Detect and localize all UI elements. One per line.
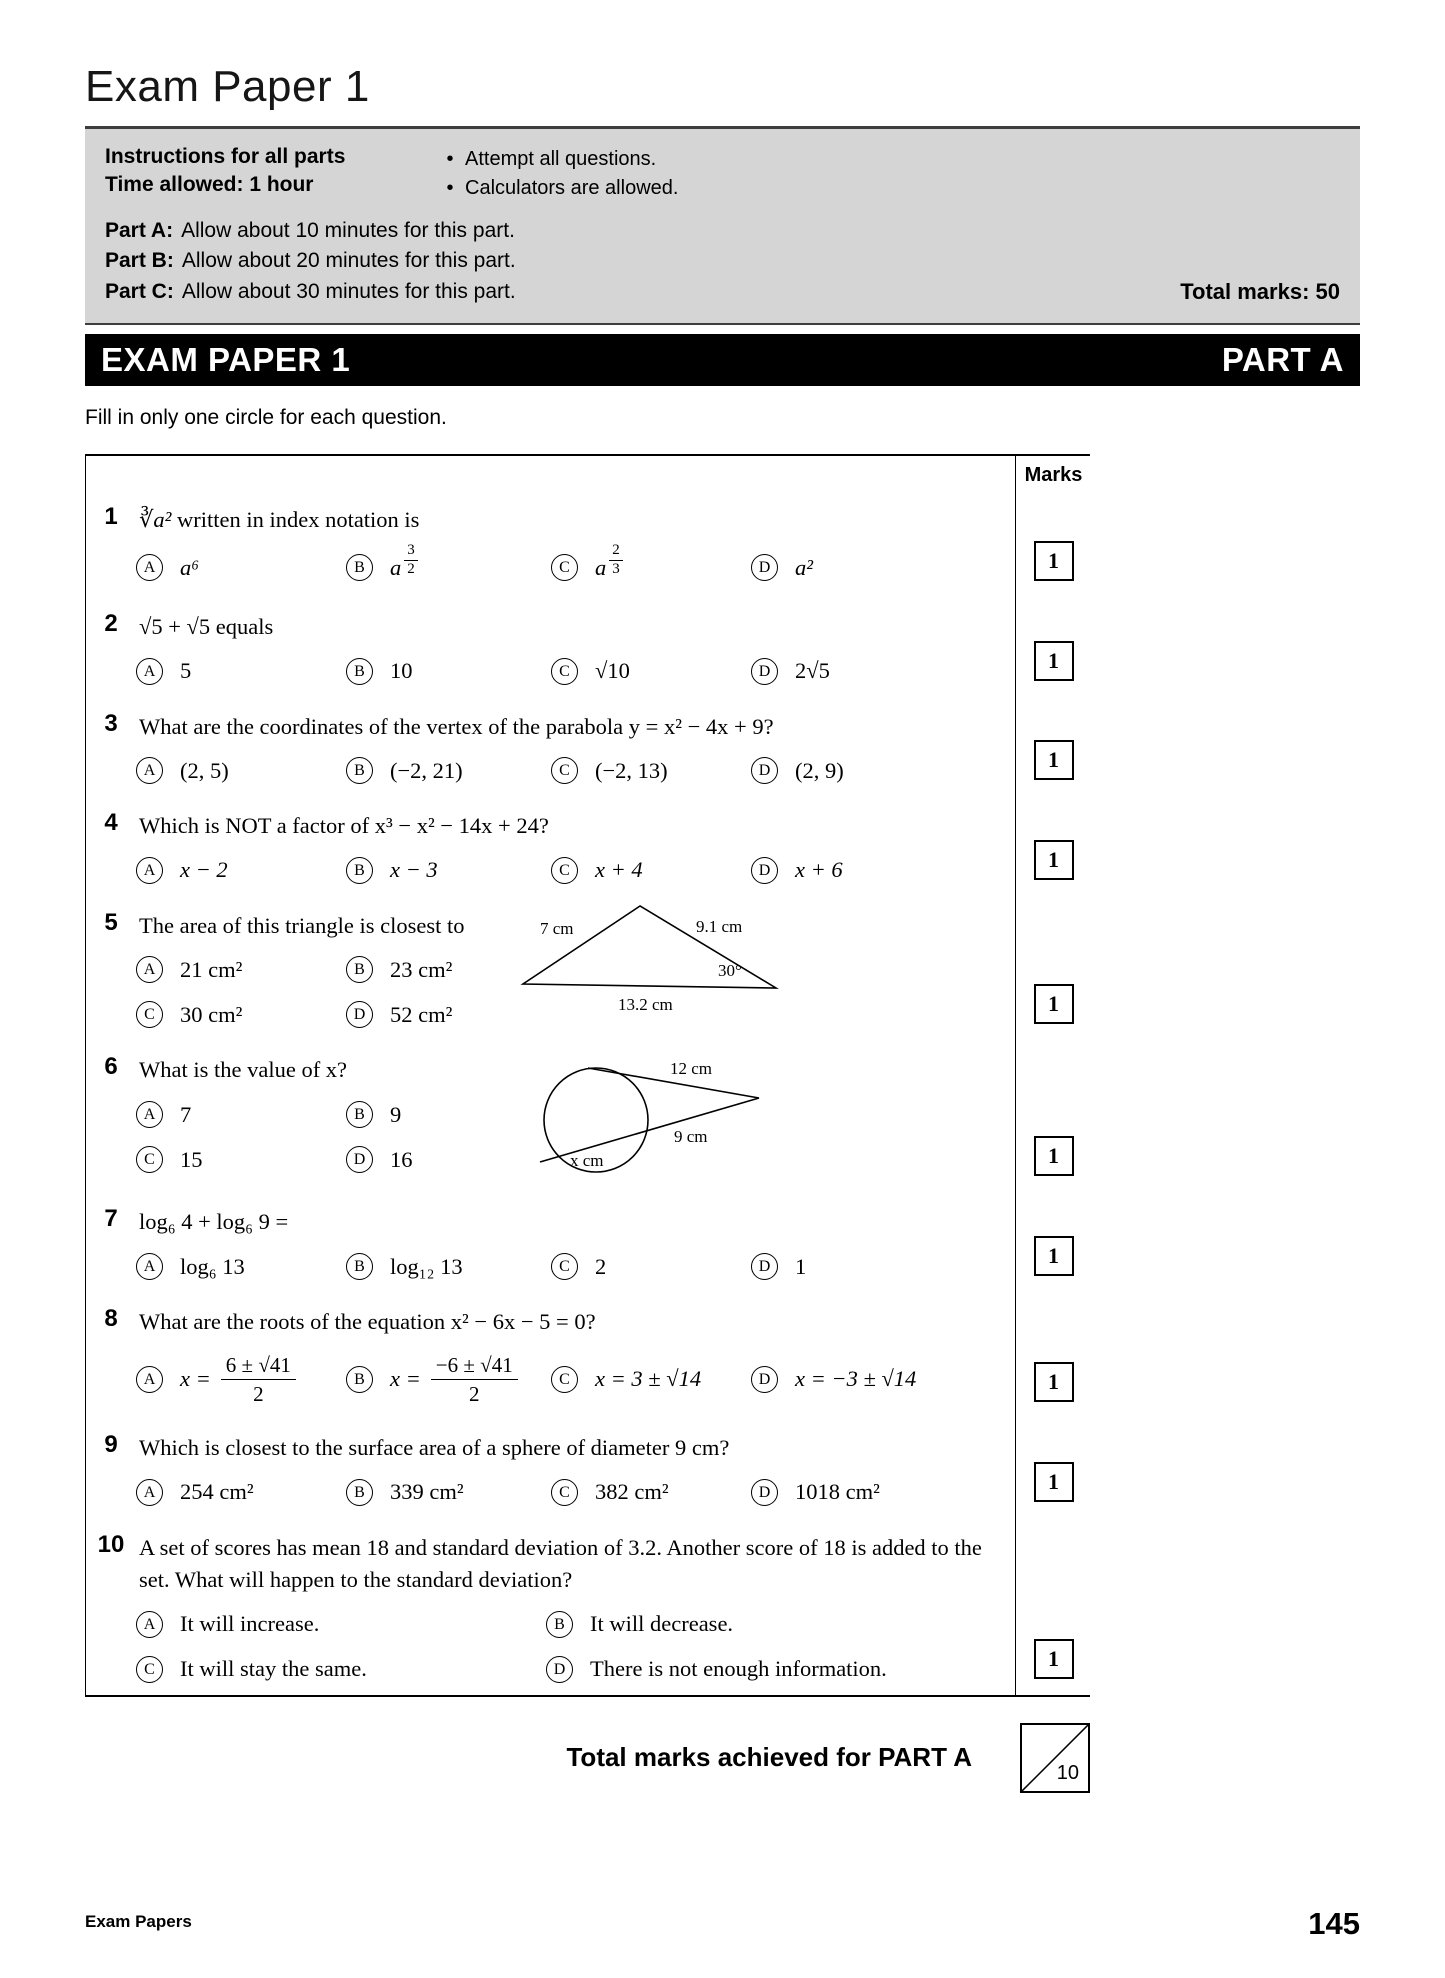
question-text: The area of this triangle is closest to: [139, 912, 465, 938]
section-banner: [85, 334, 1360, 386]
question-number: 7: [104, 1205, 118, 1233]
option-label: 382 cm²: [595, 1479, 669, 1505]
option-label: 1: [795, 1253, 807, 1279]
mark-box: 1: [1034, 740, 1074, 780]
answer-bubble-A[interactable]: A: [136, 857, 163, 884]
instructions-bullets: [435, 143, 678, 203]
option-A: [136, 1479, 346, 1506]
option-label: x = 3 ± √14: [595, 1366, 702, 1392]
mark-box: 1: [1034, 541, 1074, 581]
answer-bubble-C[interactable]: C: [551, 554, 578, 581]
question-4: [86, 796, 1015, 896]
answer-bubble-C[interactable]: C: [551, 757, 578, 784]
question-10: [86, 1518, 1015, 1695]
options-row: [136, 1353, 1005, 1406]
options-row: [136, 1253, 1005, 1280]
option-C: [136, 1001, 346, 1028]
question-2: [86, 597, 1015, 697]
option-D: [751, 1479, 1005, 1506]
question-number: 2: [104, 609, 118, 637]
question-text: A set of scores has mean 18 and standard deviation of 3.2. Another score of 18 is added to the set. What will happen to the standard deviation?: [139, 1534, 982, 1593]
question-3: [86, 697, 1015, 797]
option-D: [751, 658, 1005, 685]
answer-bubble-C[interactable]: C: [551, 1479, 578, 1506]
option-label: x − 2: [180, 857, 228, 883]
options-row: [136, 542, 1005, 585]
option-label: 254 cm²: [180, 1479, 254, 1505]
answer-bubble-C[interactable]: C: [551, 1253, 578, 1280]
option-label: log₁₂ 13: [390, 1253, 463, 1279]
question-number: 8: [104, 1305, 118, 1333]
time-allowed: Time allowed: 1 hour: [105, 173, 314, 197]
option-label: x = $\frac{6 \pm √41}{2}$: [180, 1353, 296, 1406]
question-number: 6: [104, 1053, 118, 1081]
footer-section-label: Exam Papers: [85, 1912, 192, 1931]
answer-bubble-A[interactable]: A: [136, 1366, 163, 1393]
intro-text: Fill in only one circle for each question.: [85, 405, 447, 429]
question-1: [86, 490, 1015, 597]
option-B: [346, 857, 551, 884]
option-D: [751, 857, 1005, 884]
mark-cell: [1015, 1192, 1091, 1292]
mark-box: 1: [1034, 1236, 1074, 1276]
option-label: 30 cm²: [180, 1001, 243, 1027]
option-label: 339 cm²: [390, 1479, 464, 1505]
answer-bubble-D[interactable]: D: [546, 1656, 573, 1683]
mark-cell: [1015, 1292, 1091, 1418]
options-grid: [136, 1101, 566, 1173]
part-b-line: [105, 246, 1340, 276]
option-label: x + 4: [595, 857, 643, 883]
answer-bubble-A[interactable]: A: [136, 956, 163, 983]
mark-cell: [1015, 1518, 1091, 1695]
mark-cell: [1015, 490, 1091, 597]
answer-bubble-D[interactable]: D: [751, 1366, 778, 1393]
option-label: (−2, 13): [595, 757, 668, 783]
option-label: (2, 5): [180, 757, 229, 783]
option-A: [136, 1101, 346, 1128]
answer-bubble-A[interactable]: A: [136, 757, 163, 784]
option-B: [346, 542, 551, 585]
answer-bubble-B[interactable]: B: [346, 1101, 373, 1128]
answer-bubble-B[interactable]: B: [546, 1611, 573, 1638]
answer-bubble-D[interactable]: D: [751, 1253, 778, 1280]
option-label: log₆ 13: [180, 1253, 245, 1279]
svg-text:7 cm: 7 cm: [540, 918, 574, 938]
answer-bubble-A[interactable]: A: [136, 658, 163, 685]
question-9: [86, 1418, 1015, 1518]
options-row: [136, 757, 1005, 784]
option-A: [136, 554, 346, 581]
option-A: [136, 1353, 346, 1406]
question-7: [86, 1192, 1015, 1292]
answer-bubble-B[interactable]: B: [346, 857, 373, 884]
answer-bubble-B[interactable]: B: [346, 1479, 373, 1506]
total-score-box: [1020, 1723, 1090, 1793]
answer-bubble-C[interactable]: C: [551, 658, 578, 685]
instructions-box: [85, 126, 1360, 325]
total-marks-row: [85, 1723, 1090, 1793]
answer-bubble-B[interactable]: B: [346, 1366, 373, 1393]
mark-box: 1: [1034, 1362, 1074, 1402]
answer-bubble-B[interactable]: B: [346, 658, 373, 685]
option-label: 9: [390, 1101, 402, 1127]
question-number: 5: [104, 908, 118, 936]
option-label: (2, 9): [795, 757, 844, 783]
question-8: [86, 1292, 1015, 1418]
option-label: 23 cm²: [390, 956, 453, 982]
option-label: x = $\frac{-6 \pm √41}{2}$: [390, 1353, 518, 1406]
option-label: 5: [180, 658, 192, 684]
answer-bubble-D[interactable]: D: [751, 757, 778, 784]
option-label: a 3 2: [390, 550, 418, 585]
total-score-value: 10: [1056, 1761, 1079, 1784]
option-D: [751, 1253, 1005, 1280]
answer-bubble-A[interactable]: A: [136, 554, 163, 581]
bullet-text: Attempt all questions.: [465, 148, 657, 170]
svg-text:9 cm: 9 cm: [674, 1127, 708, 1147]
answer-bubble-D[interactable]: D: [751, 554, 778, 581]
answer-bubble-D[interactable]: D: [346, 1001, 373, 1028]
mark-cell: [1015, 597, 1091, 697]
answer-bubble-C[interactable]: C: [551, 857, 578, 884]
question-text: What are the roots of the equation x² − 6x − 5 = 0?: [139, 1309, 596, 1335]
answer-bubble-B[interactable]: B: [346, 1253, 373, 1280]
option-label: It will increase.: [180, 1611, 320, 1637]
answer-bubble-C[interactable]: C: [136, 1146, 163, 1173]
questions-table: [85, 454, 1090, 1697]
option-label: 1018 cm²: [795, 1479, 880, 1505]
question-number: 9: [104, 1431, 118, 1459]
mark-cell: [1015, 896, 1091, 1041]
part-text: Allow about 30 minutes for this part.: [181, 280, 516, 304]
answer-bubble-D[interactable]: D: [751, 857, 778, 884]
question-5: [86, 896, 1015, 1041]
bullet-text: Calculators are allowed.: [465, 177, 679, 199]
svg-text:9.1 cm: 9.1 cm: [696, 916, 743, 936]
answer-bubble-C[interactable]: C: [551, 1366, 578, 1393]
instructions-heading: Instructions for all parts: [105, 145, 346, 168]
option-label: (−2, 21): [390, 757, 463, 783]
question-text: Which is NOT a factor of x³ − x² − 14x + 24?: [139, 813, 549, 839]
option-label: 15: [180, 1146, 203, 1172]
option-label: √10: [595, 658, 630, 684]
page-number: 145: [1308, 1906, 1360, 1941]
mark-cell: [1015, 697, 1091, 797]
question-6: [86, 1040, 1015, 1192]
total-marks-label: Total marks achieved for PART A: [566, 1742, 972, 1773]
part-a-line: [105, 216, 1340, 246]
svg-text:x cm: x cm: [570, 1151, 604, 1171]
option-B: [346, 1479, 551, 1506]
option-label: 2: [595, 1253, 607, 1279]
options-grid: [136, 956, 566, 1028]
mark-box: 1: [1034, 840, 1074, 880]
answer-bubble-D[interactable]: D: [751, 1479, 778, 1506]
option-label: x = −3 ± √14: [795, 1366, 917, 1392]
option-B: [346, 1253, 551, 1280]
option-label: 7: [180, 1101, 192, 1127]
mark-cell: [1015, 1040, 1091, 1192]
option-D: [751, 554, 1005, 581]
option-label: 21 cm²: [180, 956, 243, 982]
answer-bubble-B[interactable]: B: [346, 757, 373, 784]
svg-text:30°: 30°: [718, 960, 742, 980]
marks-header: Marks: [1015, 456, 1091, 490]
option-C: [551, 542, 751, 585]
question-text: √5 + √5 equals: [139, 613, 274, 639]
mark-cell: [1015, 1418, 1091, 1518]
part-label: Part B:: [105, 248, 174, 272]
answer-bubble-D[interactable]: D: [751, 658, 778, 685]
mark-box: 1: [1034, 1136, 1074, 1176]
question-number: 1: [104, 502, 118, 530]
bullet-icon: •: [446, 177, 454, 199]
answer-bubble-C[interactable]: C: [136, 1001, 163, 1028]
option-label: 10: [390, 658, 413, 684]
part-c-line: [105, 276, 1340, 307]
answer-bubble-A[interactable]: A: [136, 1253, 163, 1280]
option-A: [136, 1253, 346, 1280]
part-label: Part A:: [105, 219, 174, 242]
question-text: log₆ 4 + log₆ 9 =: [139, 1209, 289, 1235]
question-number: 10: [97, 1530, 125, 1558]
mark-box: 1: [1034, 641, 1074, 681]
answer-bubble-B[interactable]: B: [346, 956, 373, 983]
question-text: Which is closest to the surface area of a sphere of diameter 9 cm?: [139, 1435, 730, 1461]
option-label: There is not enough information.: [590, 1656, 887, 1682]
table-header-spacer: [86, 456, 1015, 490]
option-C: [551, 857, 751, 884]
banner-part: PART A: [1221, 340, 1344, 378]
answer-bubble-A[interactable]: A: [136, 1101, 163, 1128]
part-label: Part C:: [105, 280, 174, 304]
mark-cell: [1015, 796, 1091, 896]
bullet-item: [435, 174, 678, 203]
circle-tangent-figure: [524, 1040, 774, 1190]
option-C: [551, 757, 751, 784]
option-label: 2√5: [795, 658, 830, 684]
option-B: [546, 1611, 1005, 1638]
part-text: Allow about 20 minutes for this part.: [181, 248, 516, 272]
page-title: Exam Paper 1: [85, 62, 370, 111]
option-label: x − 3: [390, 857, 438, 883]
question-text: ∛a² written in index notation is: [139, 506, 420, 532]
options-row: [136, 1479, 1005, 1506]
banner-title: EXAM PAPER 1: [101, 340, 351, 378]
mark-box: 1: [1034, 1462, 1074, 1502]
option-A: [136, 658, 346, 685]
question-number: 3: [104, 709, 118, 737]
part-text: Allow about 10 minutes for this part.: [181, 219, 515, 242]
option-label: It will decrease.: [590, 1611, 734, 1637]
option-A: [136, 857, 346, 884]
answer-bubble-B[interactable]: B: [346, 554, 373, 581]
answer-bubble-A[interactable]: A: [136, 1479, 163, 1506]
option-D: [751, 757, 1005, 784]
question-text: What are the coordinates of the vertex of the parabola y = x² − 4x + 9?: [139, 713, 774, 739]
option-D: [751, 1366, 1005, 1393]
options-grid: [136, 1611, 1005, 1683]
option-A: [136, 757, 346, 784]
option-C: [136, 1146, 346, 1173]
option-B: [346, 658, 551, 685]
option-label: a⁶: [180, 554, 200, 580]
mark-box: 1: [1034, 1639, 1074, 1679]
option-A: [136, 1611, 546, 1638]
option-B: [346, 757, 551, 784]
question-number: 4: [104, 809, 118, 837]
triangle-figure: [518, 898, 788, 1016]
option-C: [551, 1479, 751, 1506]
answer-bubble-D[interactable]: D: [346, 1146, 373, 1173]
option-label: a 2 3: [595, 550, 623, 585]
options-row: [136, 658, 1005, 685]
option-label: It will stay the same.: [180, 1656, 367, 1682]
option-C: [551, 658, 751, 685]
svg-text:12 cm: 12 cm: [670, 1059, 713, 1079]
option-C: [136, 1656, 546, 1683]
option-C: [551, 1253, 751, 1280]
option-A: [136, 956, 346, 983]
bullet-icon: •: [446, 148, 454, 170]
question-text: What is the value of x?: [139, 1057, 348, 1083]
mark-box: 1: [1034, 984, 1074, 1024]
option-label: 52 cm²: [390, 1001, 453, 1027]
option-label: a²: [795, 554, 813, 580]
option-label: x + 6: [795, 857, 843, 883]
bullet-item: [435, 145, 678, 174]
option-C: [551, 1366, 751, 1393]
option-label: 16: [390, 1146, 413, 1172]
option-B: [346, 1353, 551, 1406]
svg-text:13.2 cm: 13.2 cm: [618, 994, 673, 1014]
total-marks: Total marks: 50: [1180, 278, 1340, 304]
option-D: [546, 1656, 1005, 1683]
options-row: [136, 857, 1005, 884]
answer-bubble-C[interactable]: C: [136, 1656, 163, 1683]
answer-bubble-A[interactable]: A: [136, 1611, 163, 1638]
